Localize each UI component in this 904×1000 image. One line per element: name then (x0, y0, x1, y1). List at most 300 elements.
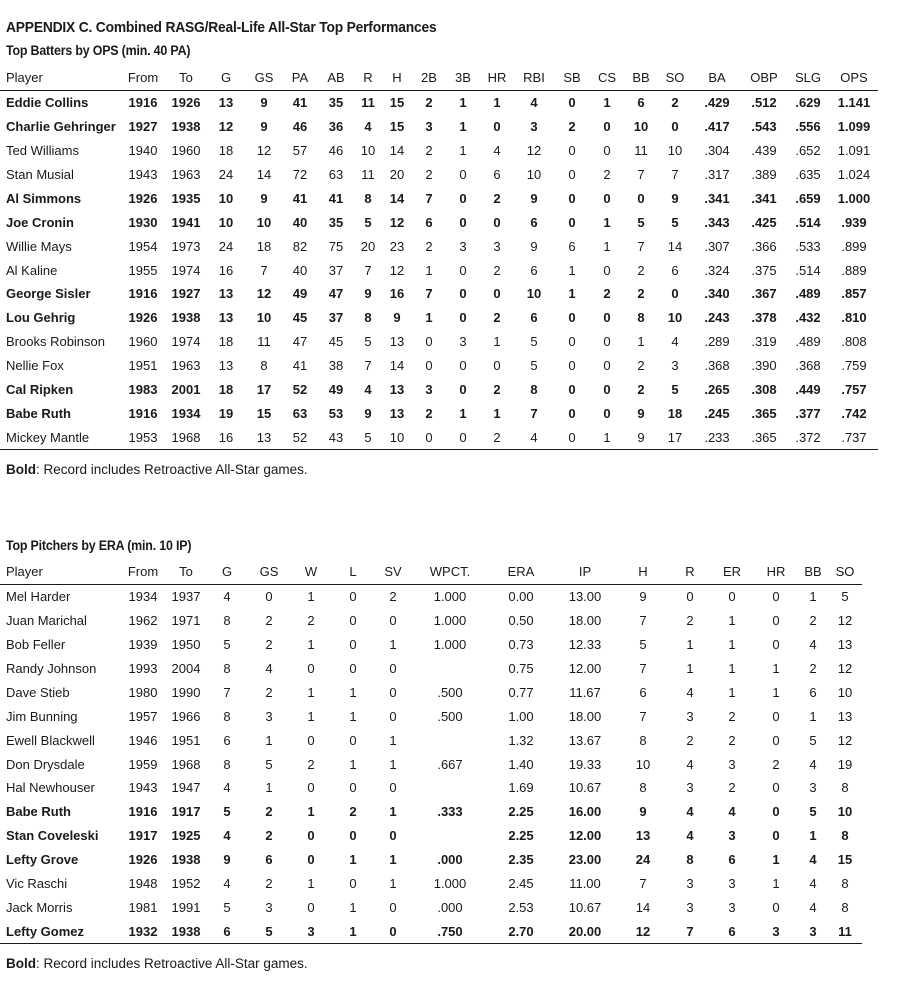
stat-cell: 1990 (171, 684, 201, 700)
stat-cell: 0 (349, 780, 357, 796)
stat-cell: 0 (389, 923, 397, 939)
stat-cell: 3 (686, 708, 694, 724)
stat-cell: 13 (389, 334, 405, 350)
stat-cell: 1 (389, 637, 397, 653)
stat-cell: 9 (260, 95, 268, 111)
stat-cell: 0 (389, 661, 397, 676)
stat-cell: 19 (837, 756, 853, 772)
stat-cell: 9 (260, 190, 268, 206)
stat-cell: 13 (218, 310, 234, 326)
stat-cell: .429 (704, 95, 730, 111)
stat-cell: .343 (704, 214, 730, 230)
column-header: OBP (750, 70, 778, 86)
column-header: GS (259, 564, 279, 580)
stat-cell: 8 (639, 732, 647, 748)
stat-cell: 9 (393, 310, 401, 326)
stat-cell: 1.000 (433, 613, 467, 629)
stat-cell: 0 (603, 405, 611, 421)
page-title: APPENDIX C. Combined RASG/Real-Life All-Star Top Performances (6, 19, 437, 36)
player-name-cell: Al Kaline (6, 262, 58, 278)
stat-cell: 24 (218, 167, 234, 182)
stat-cell: 0 (459, 382, 467, 398)
stat-cell: 1 (772, 876, 780, 892)
pitchers-table (0, 560, 862, 944)
stat-cell: 6 (639, 684, 647, 700)
stat-cell: 0 (772, 828, 780, 844)
stat-cell: 4 (364, 119, 372, 135)
player-name-cell: Brooks Robinson (6, 334, 105, 350)
stat-cell: .889 (841, 262, 867, 278)
stat-cell: 0.50 (508, 613, 534, 629)
stat-cell: 12 (218, 119, 234, 135)
stat-cell: 1 (307, 637, 315, 653)
stat-cell: 2 (728, 732, 736, 748)
stat-cell: 45 (292, 310, 308, 326)
stat-cell: 3 (809, 780, 817, 796)
stat-cell: 4 (223, 780, 231, 796)
stat-cell: 15 (389, 119, 405, 135)
stat-cell: 0.73 (508, 637, 534, 653)
stat-cell: 0 (772, 589, 780, 605)
stat-cell: 2 (637, 358, 645, 374)
stat-cell: 1960 (171, 143, 201, 159)
stat-cell: 9 (637, 405, 645, 421)
stat-cell: 1927 (171, 286, 201, 302)
stat-cell: 1 (349, 923, 357, 939)
column-header: L (349, 564, 357, 580)
stat-cell: 6 (265, 852, 273, 868)
stat-cell: 0 (307, 828, 315, 844)
stat-cell: 6 (493, 167, 501, 182)
stat-cell: 4 (686, 756, 694, 772)
stat-cell: 2.35 (508, 852, 534, 868)
stat-cell: .365 (751, 429, 777, 445)
stat-cell: 1943 (128, 167, 158, 182)
stat-cell: 2 (265, 828, 273, 844)
stat-cell: 1934 (128, 589, 158, 605)
stat-cell: 1.00 (508, 708, 534, 724)
batters-footnote (6, 462, 308, 477)
stat-cell: 7 (425, 190, 433, 206)
stat-cell: .629 (795, 95, 821, 111)
stat-cell: 1 (772, 684, 780, 700)
stat-cell: 14 (389, 143, 405, 159)
stat-cell: 0 (389, 708, 397, 724)
stat-cell: .324 (704, 262, 730, 278)
stat-cell: 5 (639, 637, 647, 653)
stat-cell: 8 (364, 310, 372, 326)
stat-cell: 4 (223, 589, 231, 605)
player-name-cell: Ted Williams (6, 143, 79, 159)
stat-cell: 5 (223, 899, 231, 915)
stat-cell: 16.00 (568, 804, 602, 820)
stat-cell: 12.00 (568, 828, 602, 844)
stat-cell: 4 (809, 876, 817, 892)
stat-cell: 0 (686, 589, 694, 605)
stat-cell: 1 (459, 405, 467, 421)
stat-cell: 1952 (171, 876, 201, 892)
table-row (0, 704, 862, 728)
stat-cell: 1943 (128, 780, 158, 796)
stat-cell: 2 (493, 190, 501, 206)
stat-cell: 6 (530, 310, 538, 326)
table-row (0, 584, 862, 608)
stat-cell: 1948 (128, 876, 158, 892)
stat-cell: 0 (459, 167, 467, 182)
stat-cell: 23.00 (568, 852, 602, 868)
stat-cell: 3 (728, 756, 736, 772)
stat-cell: 5 (364, 334, 372, 350)
stat-cell: 0 (772, 732, 780, 748)
stat-cell: 13 (389, 405, 405, 421)
stat-cell: 49 (328, 382, 344, 398)
column-header: IP (578, 564, 592, 580)
stat-cell: 1 (307, 876, 315, 892)
stat-cell: 52 (292, 429, 308, 445)
stat-cell: 3 (459, 238, 467, 254)
stat-cell: 13 (218, 286, 234, 302)
player-name-cell: Ewell Blackwell (6, 732, 95, 748)
stat-cell: 5 (809, 732, 817, 748)
stat-cell: 3 (530, 119, 538, 135)
stat-cell: 0 (568, 190, 576, 206)
stat-cell: 1957 (128, 708, 158, 724)
column-header: BB (632, 70, 650, 86)
stat-cell: 72 (292, 167, 308, 182)
stat-cell: 2 (307, 613, 315, 629)
player-name-cell: Don Drysdale (6, 756, 85, 772)
stat-cell: 2 (728, 708, 736, 724)
stat-cell: 8 (223, 661, 231, 676)
stat-cell: 11 (257, 334, 271, 350)
stat-cell: 2 (686, 613, 694, 629)
stat-cell: 0 (772, 708, 780, 724)
stat-cell: 13 (389, 382, 405, 398)
stat-cell: 0 (349, 661, 357, 676)
stat-cell: 0 (568, 167, 576, 182)
stat-cell: 0 (425, 358, 433, 374)
stat-cell: 46 (328, 143, 344, 159)
stat-cell: 17 (667, 429, 683, 445)
stat-cell: 10 (667, 310, 683, 326)
stat-cell: 13 (837, 708, 853, 724)
stat-cell: .417 (704, 119, 730, 135)
stat-cell: 1.32 (508, 732, 534, 748)
stat-cell: .307 (704, 238, 730, 254)
stat-cell: 0 (603, 262, 611, 278)
stat-cell: 2 (307, 756, 315, 772)
stat-cell: 1 (772, 852, 780, 868)
stat-cell: .372 (795, 429, 821, 445)
stat-cell: 2 (425, 167, 433, 182)
table-row (0, 282, 878, 306)
stat-cell: 1 (265, 780, 273, 796)
stat-cell: 12 (389, 214, 405, 230)
stat-cell: 3 (425, 119, 433, 135)
stat-cell: 1 (425, 262, 433, 278)
player-name-cell: Mickey Mantle (6, 429, 90, 445)
stat-cell: 1 (389, 804, 397, 820)
stat-cell: .377 (795, 405, 821, 421)
stat-cell: 10 (633, 119, 649, 135)
batters-table-title: Top Batters by OPS (min. 40 PA) (6, 43, 191, 58)
stat-cell: .390 (751, 358, 777, 374)
stat-cell: .659 (795, 190, 821, 206)
table-row (0, 401, 878, 425)
stat-cell: 5 (265, 756, 273, 772)
table-row (0, 330, 878, 354)
stat-cell: 0 (603, 310, 611, 326)
stat-cell: 1 (349, 708, 357, 724)
stat-cell: 2 (265, 876, 273, 892)
stat-cell: 8 (260, 358, 268, 374)
stat-cell: 1 (265, 732, 273, 748)
stat-cell: 5 (265, 923, 273, 939)
stat-cell: 0 (459, 190, 467, 206)
player-name-cell: Lefty Grove (6, 852, 79, 868)
stat-cell: .939 (841, 214, 867, 230)
stat-cell: 1981 (128, 899, 158, 915)
stat-cell: 9 (364, 286, 372, 302)
stat-cell: 0 (389, 780, 397, 796)
stat-cell: 15 (837, 852, 853, 868)
stat-cell: 14 (389, 358, 405, 374)
stat-cell: 20 (389, 167, 405, 182)
player-name-cell: Cal Ripken (6, 382, 74, 398)
stat-cell: 0 (389, 828, 397, 844)
stat-cell: .489 (795, 334, 821, 350)
stat-cell: 10 (526, 167, 542, 182)
stat-cell: 10 (218, 190, 234, 206)
table-row (0, 800, 862, 824)
stat-cell: 1939 (128, 637, 158, 653)
stat-cell: 1959 (128, 756, 158, 772)
stat-cell: 1973 (171, 238, 201, 254)
stat-cell: 2 (728, 780, 736, 796)
table-row (0, 210, 878, 234)
stat-cell: 1.69 (508, 780, 534, 796)
stat-cell: .389 (751, 167, 777, 182)
stat-cell: 1 (809, 589, 817, 605)
stat-cell: 1 (637, 334, 645, 350)
stat-cell: 3 (493, 238, 501, 254)
stat-cell: .265 (704, 382, 730, 398)
stat-cell: .000 (437, 852, 463, 868)
stat-cell: .233 (704, 429, 730, 445)
stat-cell: 0 (603, 143, 611, 159)
player-name-cell: Vic Raschi (6, 876, 68, 892)
player-name-cell: Jim Bunning (6, 708, 78, 724)
stat-cell: 1 (459, 95, 467, 111)
stat-cell: 6 (671, 262, 679, 278)
stat-cell: 1 (307, 804, 315, 820)
stat-cell: 1 (603, 95, 611, 111)
stat-cell: 2 (425, 95, 433, 111)
table-row (0, 306, 878, 330)
stat-cell: 7 (223, 684, 231, 700)
stat-cell: 6 (425, 214, 433, 230)
stat-cell: 10 (218, 214, 234, 230)
stat-cell: 15 (256, 405, 272, 421)
stat-cell: 9 (364, 405, 372, 421)
stat-cell: 1934 (171, 405, 201, 421)
stat-cell: 37 (328, 310, 344, 326)
stat-cell: 13 (218, 358, 234, 374)
player-name-cell: Al Simmons (6, 190, 82, 206)
stat-cell: .737 (841, 429, 867, 445)
stat-cell: 2 (493, 429, 501, 445)
stat-cell: 0 (603, 358, 611, 374)
stat-cell: 8 (637, 310, 645, 326)
stat-cell: .308 (751, 382, 777, 398)
stat-cell: 6 (568, 238, 576, 254)
table-row (0, 633, 862, 657)
stat-cell: 41 (292, 358, 308, 374)
stat-cell: 11 (838, 923, 852, 939)
stat-cell: 1980 (128, 684, 158, 700)
column-header: SO (665, 70, 685, 86)
table-row (0, 895, 862, 919)
stat-cell: 1954 (128, 238, 158, 254)
player-name-cell: Babe Ruth (6, 405, 71, 421)
stat-cell: 2.25 (508, 804, 534, 820)
stat-cell: 1 (568, 262, 576, 278)
stat-cell: 1966 (171, 708, 201, 724)
stat-cell: 12 (256, 143, 272, 159)
column-header: RBI (523, 70, 545, 86)
stat-cell: 1974 (171, 334, 201, 350)
stat-cell: 2 (493, 262, 501, 278)
stat-cell: 8 (686, 852, 694, 868)
stat-cell: 0 (671, 119, 679, 135)
stat-cell: 8 (841, 828, 849, 844)
stat-cell: .514 (795, 262, 821, 278)
stat-cell: 1 (568, 286, 576, 302)
stat-cell: 12.33 (568, 637, 602, 653)
stat-cell: 1916 (128, 405, 158, 421)
table-row (0, 824, 862, 848)
stat-cell: 9 (223, 852, 231, 868)
stat-cell: 1938 (171, 852, 201, 868)
stat-cell: 4 (530, 429, 538, 445)
stat-cell: 57 (292, 143, 308, 159)
stat-cell: 1 (349, 684, 357, 700)
stat-cell: 2 (265, 684, 273, 700)
stat-cell: 1 (349, 756, 357, 772)
stat-cell: 4 (265, 661, 273, 676)
stat-cell: 47 (328, 286, 344, 302)
stat-cell: 2 (809, 661, 817, 676)
player-name-cell: Hal Newhouser (6, 780, 95, 796)
footnote-text: : Record includes Retroactive All-Star games. (36, 462, 308, 477)
stat-cell: 38 (328, 358, 344, 374)
stat-cell: 0 (349, 732, 357, 748)
stat-cell: .245 (704, 405, 730, 421)
stat-cell: 3 (772, 923, 780, 939)
stat-cell: 1916 (128, 286, 158, 302)
player-name-cell: Charlie Gehringer (6, 119, 116, 135)
stat-cell: 0 (265, 589, 273, 605)
stat-cell: 1.000 (433, 637, 467, 653)
stat-cell: 5 (671, 382, 679, 398)
table-row (0, 378, 878, 402)
stat-cell: 8 (364, 190, 372, 206)
stat-cell: 2 (809, 613, 817, 629)
stat-cell: 1963 (171, 167, 201, 182)
stat-cell: 10 (837, 804, 853, 820)
stat-cell: 1 (493, 334, 501, 350)
stat-cell: 6 (728, 923, 736, 939)
stat-cell: 10 (389, 429, 405, 445)
stat-cell: 0 (728, 589, 736, 605)
stat-cell: 0.75 (508, 661, 534, 676)
stat-cell: 0 (603, 190, 611, 206)
player-name-cell: Willie Mays (6, 238, 72, 254)
stat-cell: .533 (795, 238, 821, 254)
stat-cell: 1993 (128, 661, 158, 676)
stat-cell: 14 (667, 238, 683, 254)
stat-cell: 0 (459, 286, 467, 302)
stat-cell: 1 (728, 661, 736, 676)
stat-cell: .289 (704, 334, 730, 350)
column-header: HR (766, 564, 786, 580)
stat-cell: 7 (530, 405, 538, 421)
stat-cell: 9 (637, 429, 645, 445)
player-name-cell: Stan Coveleski (6, 828, 99, 844)
stat-cell: 2 (425, 143, 433, 159)
stat-cell: 0 (389, 613, 397, 629)
stat-cell: 1937 (171, 589, 201, 605)
stat-cell: 2 (637, 286, 645, 302)
stat-cell: 1 (389, 876, 397, 892)
stat-cell: 7 (639, 613, 647, 629)
player-name-cell: George Sisler (6, 286, 91, 302)
player-name-cell: Jack Morris (6, 899, 73, 915)
stat-cell: 0 (459, 429, 467, 445)
stat-cell: .439 (751, 143, 777, 159)
stat-cell: 0.00 (508, 589, 534, 605)
stat-cell: 1 (603, 429, 611, 445)
stat-cell: 10 (837, 684, 853, 700)
stat-cell: .432 (795, 310, 821, 326)
stat-cell: 12 (256, 286, 272, 302)
stat-cell: 3 (425, 382, 433, 398)
stat-cell: 7 (639, 661, 647, 676)
table-row (0, 872, 862, 896)
stat-cell: 19 (218, 405, 234, 421)
column-header: R (685, 564, 695, 580)
stat-cell: 5 (671, 214, 679, 230)
stat-cell: 0 (637, 190, 645, 206)
stat-cell: 0 (493, 119, 501, 135)
stat-cell: 7 (637, 167, 645, 182)
stat-cell: 0 (307, 780, 315, 796)
stat-cell: 0 (389, 684, 397, 700)
stat-cell: 1974 (171, 262, 201, 278)
stat-cell: 13 (256, 429, 272, 445)
stat-cell: .449 (795, 382, 821, 398)
column-header: CS (597, 70, 617, 86)
stat-cell: 13 (635, 828, 651, 844)
stat-cell: 9 (260, 119, 268, 135)
stat-cell: 10 (360, 143, 376, 159)
stat-cell: 2 (265, 637, 273, 653)
stat-cell: 1916 (128, 804, 158, 820)
stat-cell: 12 (837, 732, 853, 748)
stat-cell: 3 (307, 923, 315, 939)
table-row (0, 139, 878, 163)
stat-cell: 9 (530, 190, 538, 206)
